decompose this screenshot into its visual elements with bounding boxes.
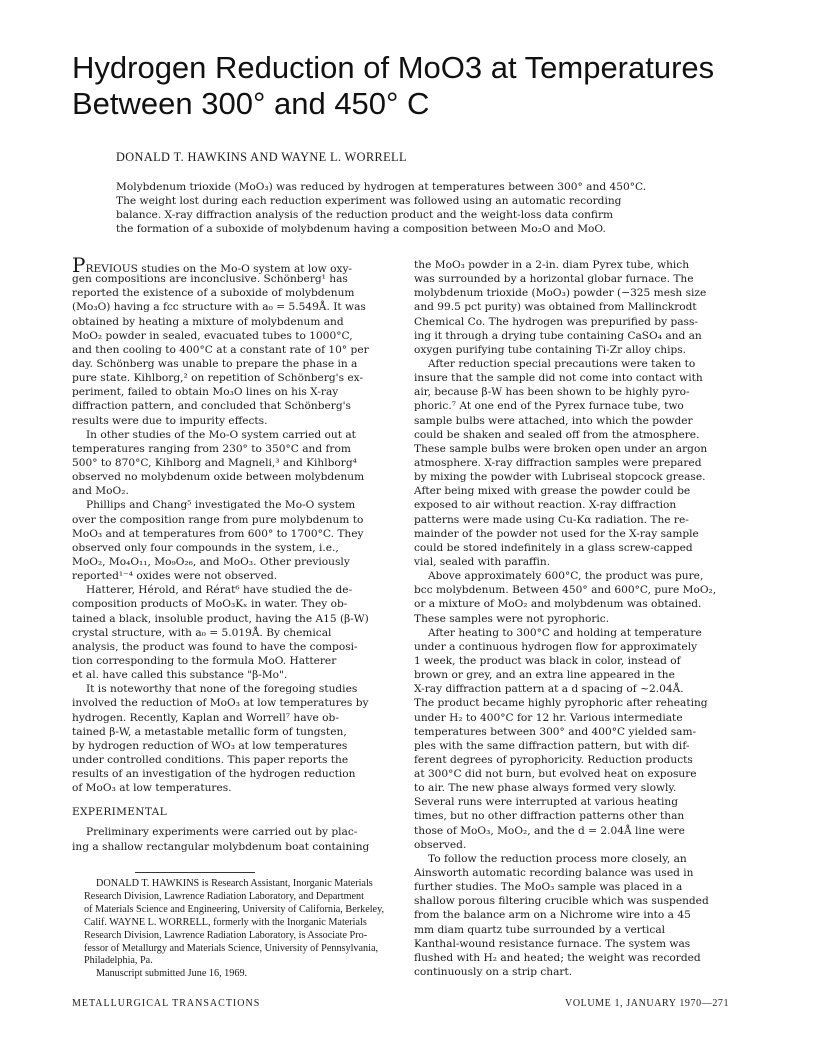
text-line: The product became highly pyrophoric after reheating [414, 697, 708, 710]
text-line: tained a black, insoluble product, having the A15 (β-W) [72, 612, 369, 625]
text-line: temperatures ranging from 230° to 350°C and from [72, 442, 351, 455]
text-line: atmosphere. X-ray diffraction samples were prepared [414, 456, 702, 469]
text-line: to air. The new phase always formed very slowly. [414, 782, 677, 795]
text-line: Ainsworth automatic recording balance was used in [414, 867, 694, 880]
paragraph [72, 583, 402, 682]
text-line: 500° to 870°C, Kihlborg and Magneli,³ and Kihlborg⁴ [72, 456, 357, 469]
text-line: After reduction special precautions were taken to [428, 357, 696, 370]
text-line: vial, sealed with paraffin. [414, 555, 551, 568]
text-line: involved the reduction of MoO₃ at low temperatures by [72, 697, 369, 710]
text-line: flushed with H₂ and heated; the weight was recorded [414, 951, 701, 964]
text-line: pure state. Kihlborg,² on repetition of Schönberg's ex- [72, 372, 364, 385]
intro-first-line [72, 253, 402, 277]
text-line: hydrogen. Recently, Kaplan and Worrell⁷ have ob- [72, 711, 339, 724]
text-line: Phillips and Chang⁵ investigated the Mo-O system [86, 499, 356, 512]
text-line: Preliminary experiments were carried out by plac- [86, 826, 358, 839]
text-line: temperatures between 300° and 400°C yielded sam- [414, 725, 697, 738]
text-line: those of MoO₃, MoO₂, and the d = 2.04Å line were [414, 824, 685, 837]
text-line: In other studies of the Mo-O system carried out at [86, 428, 356, 441]
author-footnote [84, 878, 404, 981]
text-line: and then cooling to 400°C at a constant rate of 10° per [72, 343, 369, 356]
paragraph [414, 357, 750, 569]
text-line: molybdenum trioxide (MoO₃) powder (−325 mesh size [414, 287, 707, 300]
paragraph [72, 825, 402, 853]
paragraph [72, 682, 402, 795]
text-line: patterns were made using Cu-Kα radiation. The re- [414, 513, 689, 526]
text-line: ing it through a drying tube containing CaSO₄ and an [414, 329, 702, 342]
paragraph [72, 428, 402, 499]
text-line: from the balance arm on a Nichrome wire into a 45 [414, 909, 691, 922]
text-line: reported the existence of a suboxide of molybdenum [72, 287, 355, 300]
text-line: gen compositions are inconclusive. Schönberg¹ has [72, 273, 348, 286]
text-line: tained β-W, a metastable metallic form of tungsten, [72, 725, 347, 738]
text-line: air, because β-W has been shown to be highly pyro- [414, 386, 690, 399]
article-title [72, 50, 772, 122]
footnote-rule [135, 872, 255, 873]
text-line: ples with the same diffraction pattern, but with dif- [414, 739, 690, 752]
text-line: further studies. The MoO₃ sample was placed in a [414, 881, 683, 894]
text-line: MoO₂, Mo₄O₁₁, Mo₉O₂₆, and MoO₃. Other previously [72, 555, 350, 568]
text-line: phoric.⁷ At one end of the Pyrex furnace tube, two [414, 400, 684, 413]
volume-page-number: VOLUME 1, JANUARY 1970—271 [565, 998, 730, 1009]
text-line: ing a shallow rectangular molybdenum boat containing [72, 840, 370, 853]
text-line: exposed to air without reaction. X-ray diffraction [414, 499, 677, 512]
text-line: Kanthal-wound resistance furnace. The system was [414, 937, 691, 950]
intro-paragraph [72, 272, 402, 428]
text-line: or a mixture of MoO₂ and molybdenum was obtained. [414, 598, 702, 611]
paragraph [414, 852, 750, 979]
footnote-line: fessor of Metallurgy and Materials Science, University of Pennsylvania, [84, 942, 379, 954]
text-line: mm diam quartz tube surrounded by a vertical [414, 923, 666, 936]
text-line: analysis, the product was found to have the composi- [72, 640, 358, 653]
text-line: These sample bulbs were broken open under an argon [414, 442, 708, 455]
text-line: It is noteworthy that none of the foregoing studies [86, 683, 358, 696]
text-line: Hatterer, Hérold, and Rérat⁶ have studied the de- [86, 584, 353, 597]
text-line: composition products of MoO₃Kₓ in water. They ob- [72, 598, 348, 611]
text-line: under H₂ to 400°C for 12 hr. Various intermediate [414, 711, 683, 724]
footnote-line: Research Division, Lawrence Radiation Laboratory, and Department [84, 890, 364, 902]
text-line: observed. [414, 838, 467, 851]
text-line: (Mo₃O) having a fcc structure with a₀ = 5.549Å. It was [72, 301, 366, 314]
text-line: MoO₃ and at temperatures from 600° to 1700°C. They [72, 527, 364, 540]
text-line: X-ray diffraction pattern at a d spacing of ~2.04Å. [414, 683, 684, 696]
text-line: diffraction pattern, and concluded that Schönberg's [72, 400, 351, 413]
text-line: and MoO₂. [72, 485, 129, 498]
text-line: results were due to impurity effects. [72, 414, 268, 427]
text-line: Several runs were interrupted at various heating [414, 796, 678, 809]
footnote-line: Calif. WAYNE L. WORRELL, formerly with the Inorganic Materials [84, 916, 367, 928]
text-line: 1 week, the product was black in color, instead of [414, 654, 681, 667]
paragraph [72, 498, 402, 583]
text-line: could be stored indefinitely in a glass screw-capped [414, 541, 693, 554]
author-byline: DONALD T. HAWKINS AND WAYNE L. WORRELL [116, 150, 407, 164]
text-line: observed only four compounds in the system, i.e., [72, 541, 339, 554]
text-line: periment, failed to obtain Mo₃O lines on his X-ray [72, 386, 339, 399]
text-line: under controlled conditions. This paper reports the [72, 753, 349, 766]
text-line: tion corresponding to the formula MoO. Hatterer [72, 654, 337, 667]
text-line: mainder of the powder not used for the X-ray sample [414, 527, 699, 540]
intro-first-line-text: REVIOUS studies on the Mo-O system at low oxy- [85, 263, 353, 275]
text-line: reported¹⁻⁴ oxides were not observed. [72, 570, 278, 583]
text-line: times, but no other diffraction patterns other than [414, 810, 685, 823]
drop-cap: P [72, 253, 86, 277]
text-line: results of an investigation of the hydrogen reduction [72, 768, 356, 781]
abstract-line: balance. X-ray diffraction analysis of the reduction product and the weight-loss data confirm [116, 209, 614, 221]
abstract-line: the formation of a suboxide of molybdenum having a composition between Mo₂O and MoO. [116, 223, 606, 235]
text-line: These samples were not pyrophoric. [414, 612, 610, 625]
text-line: at 300°C did not burn, but evolved heat on exposure [414, 768, 697, 781]
text-line: shallow porous filtering crucible which was suspended [414, 895, 709, 908]
abstract [116, 180, 716, 236]
text-line: MoO₂ powder in sealed, evacuated tubes to 1000°C, [72, 329, 353, 342]
footnote-line: DONALD T. HAWKINS is Research Assistant, Inorganic Materials [96, 878, 373, 889]
text-line: et al. have called this substance "β-Mo". [72, 669, 288, 682]
text-line: of MoO₃ at low temperatures. [72, 782, 232, 795]
text-line: could be shaken and sealed off from the atmosphere. [414, 428, 700, 441]
text-line: by mixing the powder with Lubriseal stopcock grease. [414, 471, 706, 484]
right-column [414, 258, 750, 979]
text-line: the MoO₃ powder in a 2-in. diam Pyrex tube, which [414, 259, 690, 271]
text-line: by hydrogen reduction of WO₃ at low temperatures [72, 739, 348, 752]
text-line: obtained by heating a mixture of molybdenum and [72, 315, 344, 328]
text-line: insure that the sample did not come into contact with [414, 372, 703, 385]
footnote-line: Research Division, Lawrence Radiation Laboratory, is Associate Pro- [84, 929, 368, 941]
text-line: sample bulbs were attached, into which the powder [414, 414, 693, 427]
text-line: bcc molybdenum. Between 450° and 600°C, pure MoO₂, [414, 584, 717, 597]
text-line: and 99.5 pct purity) was obtained from Mallinckrodt [414, 301, 697, 314]
journal-name: METALLURGICAL TRANSACTIONS [72, 998, 261, 1009]
text-line: After being mixed with grease the powder could be [414, 485, 691, 498]
text-line: was surrounded by a horizontal globar furnace. The [414, 273, 694, 286]
abstract-line: The weight lost during each reduction experiment was followed using an automatic recording [116, 195, 622, 207]
paragraph [414, 569, 750, 626]
text-line: under a continuous hydrogen flow for approximately [414, 640, 698, 653]
text-line: Above approximately 600°C, the product was pure, [428, 570, 704, 583]
text-line: over the composition range from pure molybdenum to [72, 513, 364, 526]
text-line: oxygen purifying tube containing Ti-Zr alloy chips. [414, 343, 687, 356]
text-line: After heating to 300°C and holding at temperature [428, 626, 702, 639]
title-line: Between 300° and 450° C [72, 86, 430, 121]
text-line: observed no molybdenum oxide between molybdenum [72, 471, 365, 484]
text-line: day. Schönberg was unable to prepare the phase in a [72, 357, 358, 370]
abstract-line: Molybdenum trioxide (MoO₃) was reduced by hydrogen at temperatures between 300° and 450°C. [116, 181, 647, 193]
text-line: ferent degrees of pyrophoricity. Reduction products [414, 753, 693, 766]
text-line: crystal structure, with a₀ = 5.019Å. By chemical [72, 626, 332, 639]
footnote-line: of Materials Science and Engineering, University of California, Berkeley, [84, 903, 385, 915]
manuscript-submitted-date: Manuscript submitted June 16, 1969. [96, 968, 248, 980]
text-line: brown or grey, and an extra line appeared in the [414, 669, 675, 682]
text-line: continuously on a strip chart. [414, 966, 573, 979]
paragraph [414, 626, 750, 852]
text-line: Chemical Co. The hydrogen was prepurified by pass- [414, 315, 698, 328]
left-column [72, 253, 402, 854]
footnote-line: Philadelphia, Pa. [84, 955, 153, 967]
text-line: To follow the reduction process more closely, an [428, 852, 687, 865]
paragraph [414, 258, 750, 357]
section-heading: EXPERIMENTAL [72, 806, 167, 819]
title-line: Hydrogen Reduction of MoO3 at Temperatures [72, 50, 715, 85]
